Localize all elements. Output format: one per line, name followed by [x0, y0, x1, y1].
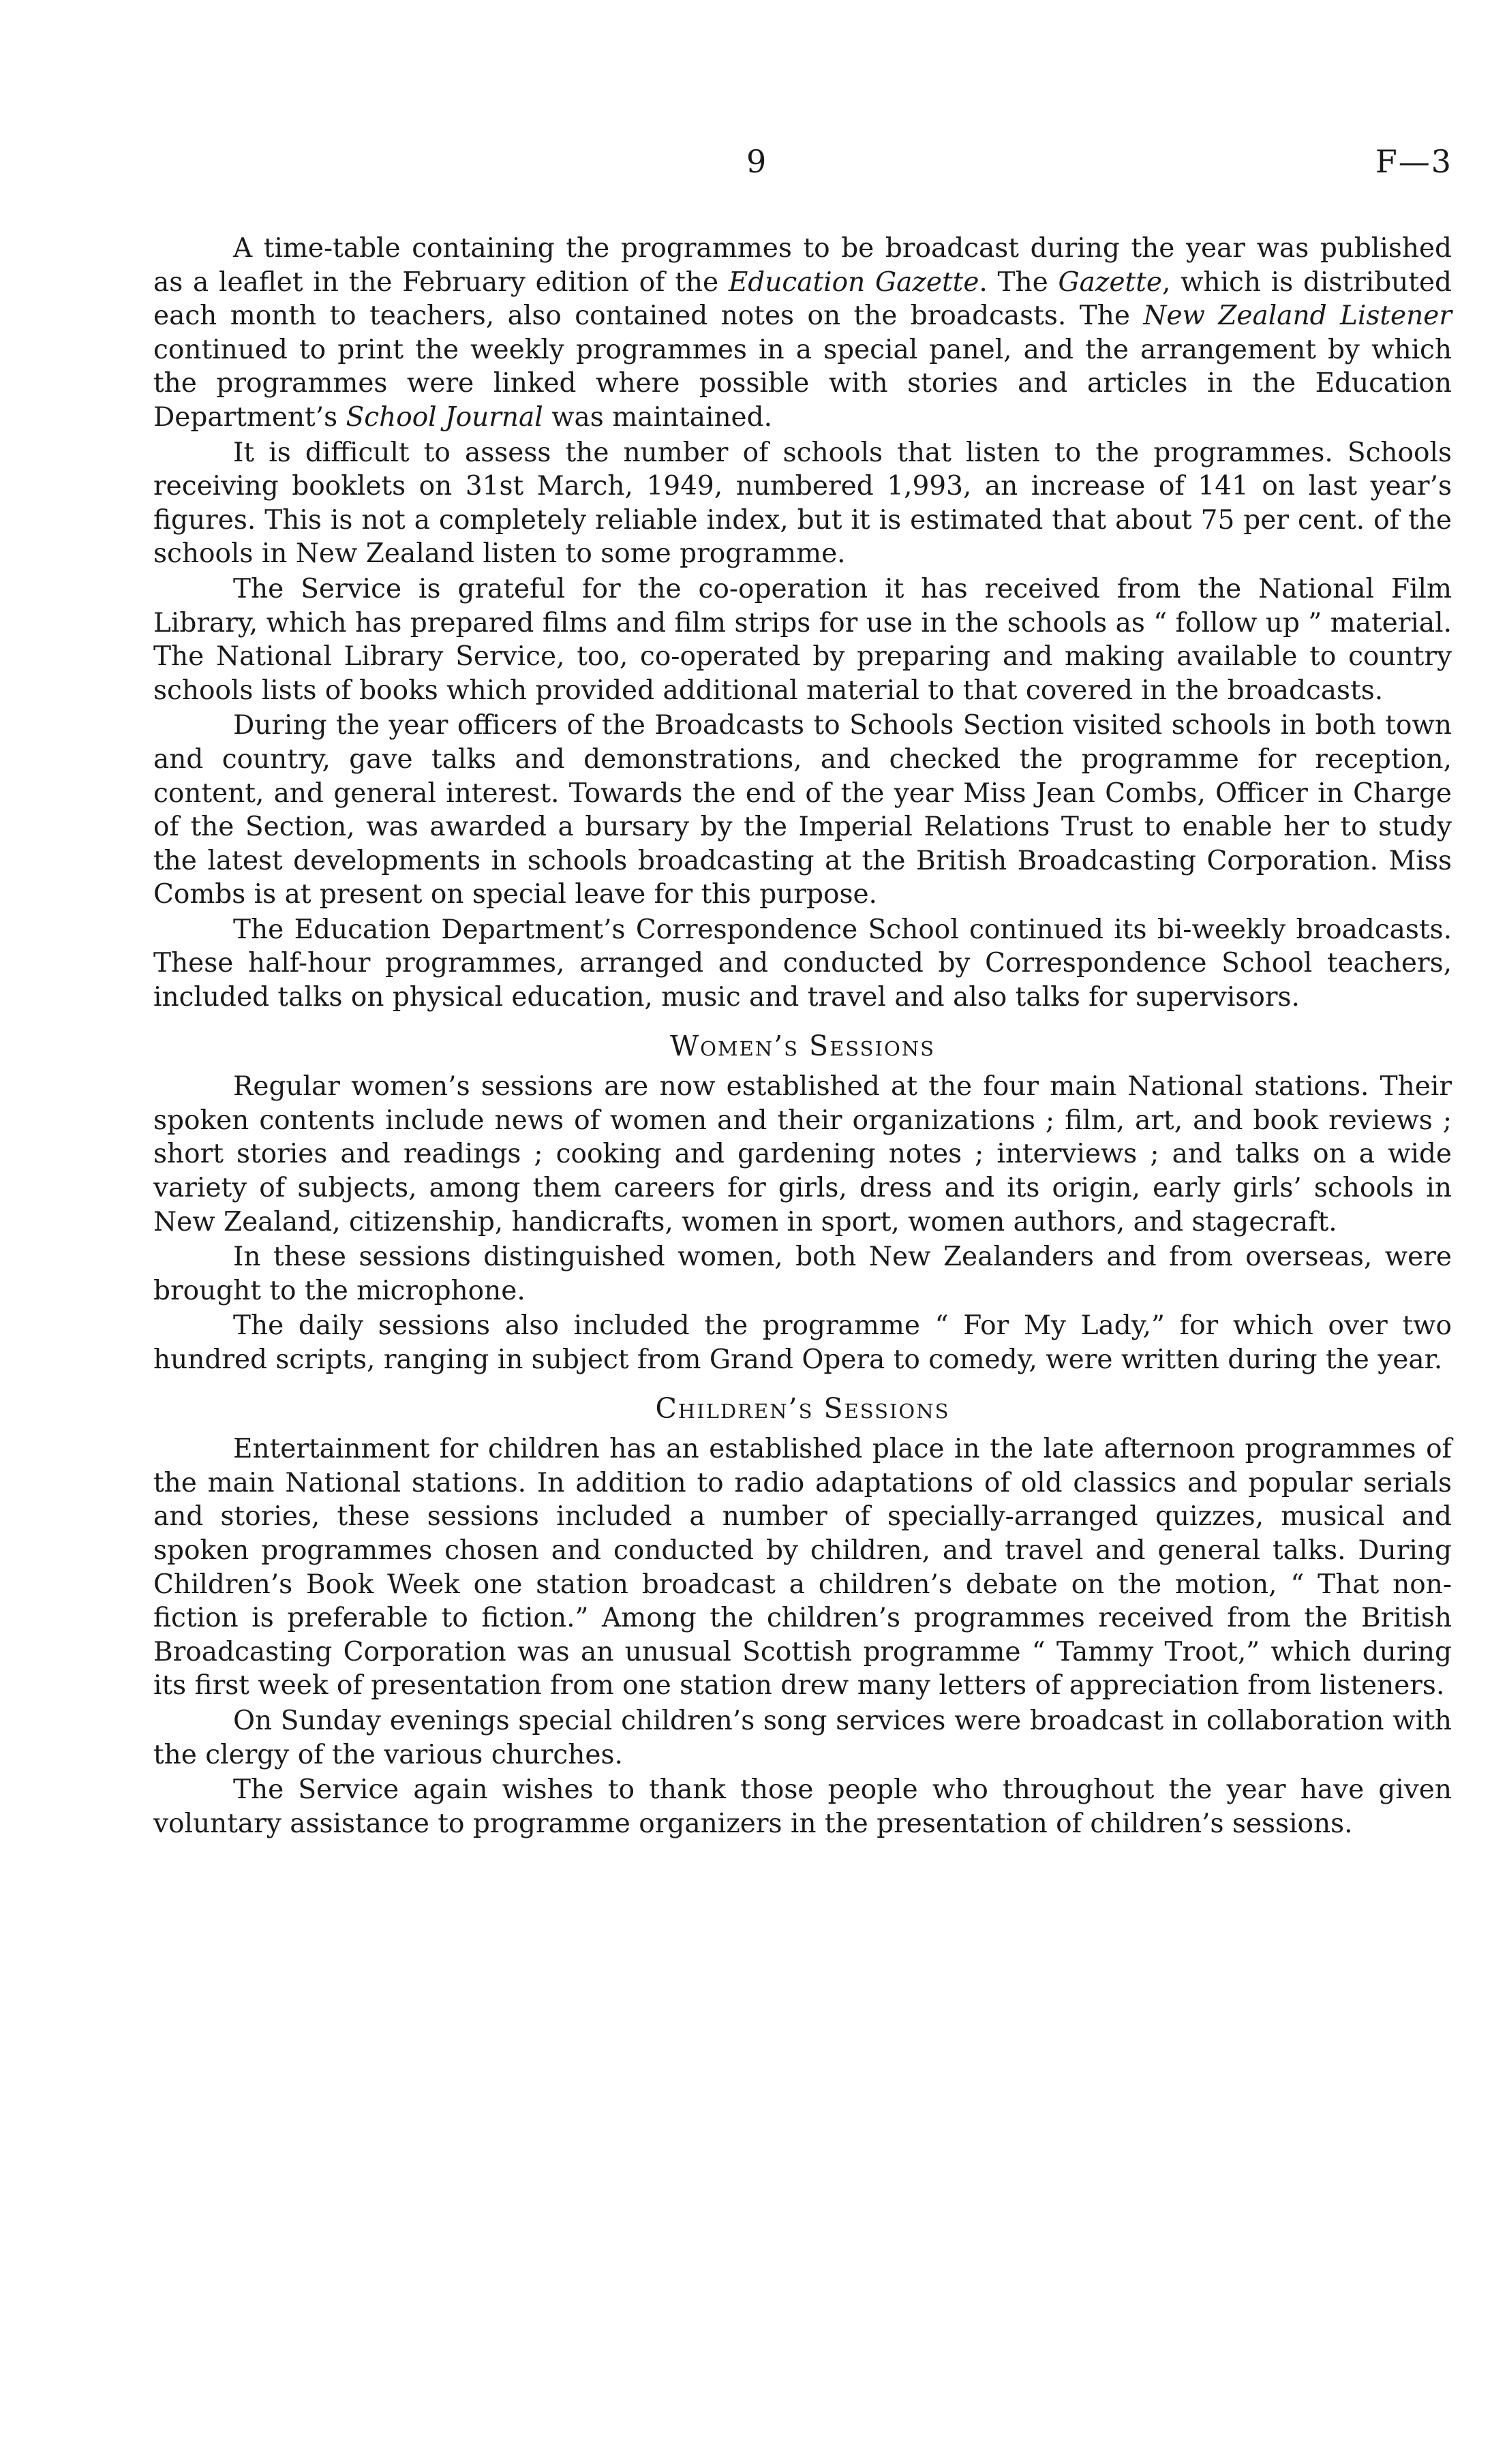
- paragraph-womens-3: The daily sessions also included the programme “ For My Lady,” for which over two hundred scripts, ranging in subject from Grand Opera to comedy, were written during the year.: [153, 1310, 1452, 1375]
- title-education-gazette: Education Gazette: [728, 266, 979, 298]
- title-gazette: Gazette: [1058, 266, 1162, 298]
- paragraph-correspondence-school: The Education Department’s Correspondence School continued its bi-weekly broadcasts. These half-hour programmes, arranged and conducted by Correspondence School teachers, included talks on physical education, music and travel and also talks for supervisors.: [153, 914, 1452, 1013]
- paragraph-womens-1: Regular women’s sessions are now established at the four main National stations. Their spoken contents include news of women and their organizations ; film, art, and book reviews ; short stories and readings ; cooking and gardening notes ; interviews ; and talks on a wide variety of subjects, among them careers for girls, dress and its origin, early girls’ schools in New Zealand, citizenship, handicrafts, women in sport, women authors, and stagecraft.: [153, 1071, 1452, 1237]
- title-school-journal: School Journal: [346, 401, 543, 433]
- page-header: [0, 143, 1507, 191]
- heading-childrens-sessions: Children’s Sessions: [655, 1391, 950, 1425]
- paragraph-childrens-3: The Service again wishes to thank those people who throughout the year have given voluntary assistance to programme organizers in the presentation of children’s sessions.: [153, 1774, 1452, 1839]
- paragraph-childrens-1: Entertainment for children has an established place in the late afternoon programmes of the main National stations. In addition to radio adaptations of old classics and popular serials and stories, these sessions included a number of specially-arranged quizzes, musical and spoken programmes chosen and conducted by children, and travel and general talks. During Children’s Book Week one station broadcast a children’s debate on the motion, “ That non-fiction is preferable to fiction.” Among the children’s programmes received from the British Broadcasting Corporation was an unusual Scottish programme “ Tammy Troot,” which during its first week of presentation from one station drew many letters of appreciation from listeners.: [153, 1434, 1452, 1701]
- paragraph-section-visits: During the year officers of the Broadcasts to Schools Section visited schools in both town and country, gave talks and demonstrations, and checked the programme for reception, content, and general interest. Towards the end of the year Miss Jean Combs, Officer in Charge of the Section, was awarded a bursary by the Imperial Relations Trust to enable her to study the latest developments in schools broadcasting at the British Broadcasting Corporation. Miss Combs is at present on special leave for this purpose.: [153, 710, 1452, 910]
- heading-womens-sessions: Women’s Sessions: [669, 1029, 936, 1062]
- page-number: 9: [746, 143, 767, 180]
- title-nz-listener: New Zealand Listener: [1143, 301, 1452, 332]
- report-code: F—3: [1375, 143, 1452, 180]
- paragraph-timetable: A time-table containing the programmes to be broadcast during the year was published as a leaflet in the February edition of the Education Gazette. The Gazette, which is distributed each month to teachers, also contained notes on the broadcasts. The New Zealand Listener continued to print the weekly programmes in a special panel, and the arrangement by which the programmes were linked where possible with stories and articles in the Education Department’s School Journal was maintained.: [153, 233, 1452, 433]
- paragraph-film-library: The Service is grateful for the co-operation it has received from the National Film Library, which has prepared films and film strips for use in the schools as “ follow up ” material. The National Library Service, too, co-operated by preparing and making available to country schools lists of books which provided additional material to that covered in the broadcasts.: [153, 573, 1452, 706]
- page-body: [153, 232, 1452, 1842]
- paragraph-listening-schools: It is difficult to assess the number of schools that listen to the programmes. Schools receiving booklets on 31st March, 1949, numbered 1,993, an increase of 141 on last year’s figures. This is not a completely reliable index, but it is estimated that about 75 per cent. of the schools in New Zealand listen to some programme.: [153, 437, 1452, 570]
- paragraph-childrens-2: On Sunday evenings special children’s song services were broadcast in collaboration with the clergy of the various churches.: [153, 1705, 1452, 1770]
- paragraph-womens-2: In these sessions distinguished women, both New Zealanders and from overseas, were brought to the microphone.: [153, 1242, 1452, 1306]
